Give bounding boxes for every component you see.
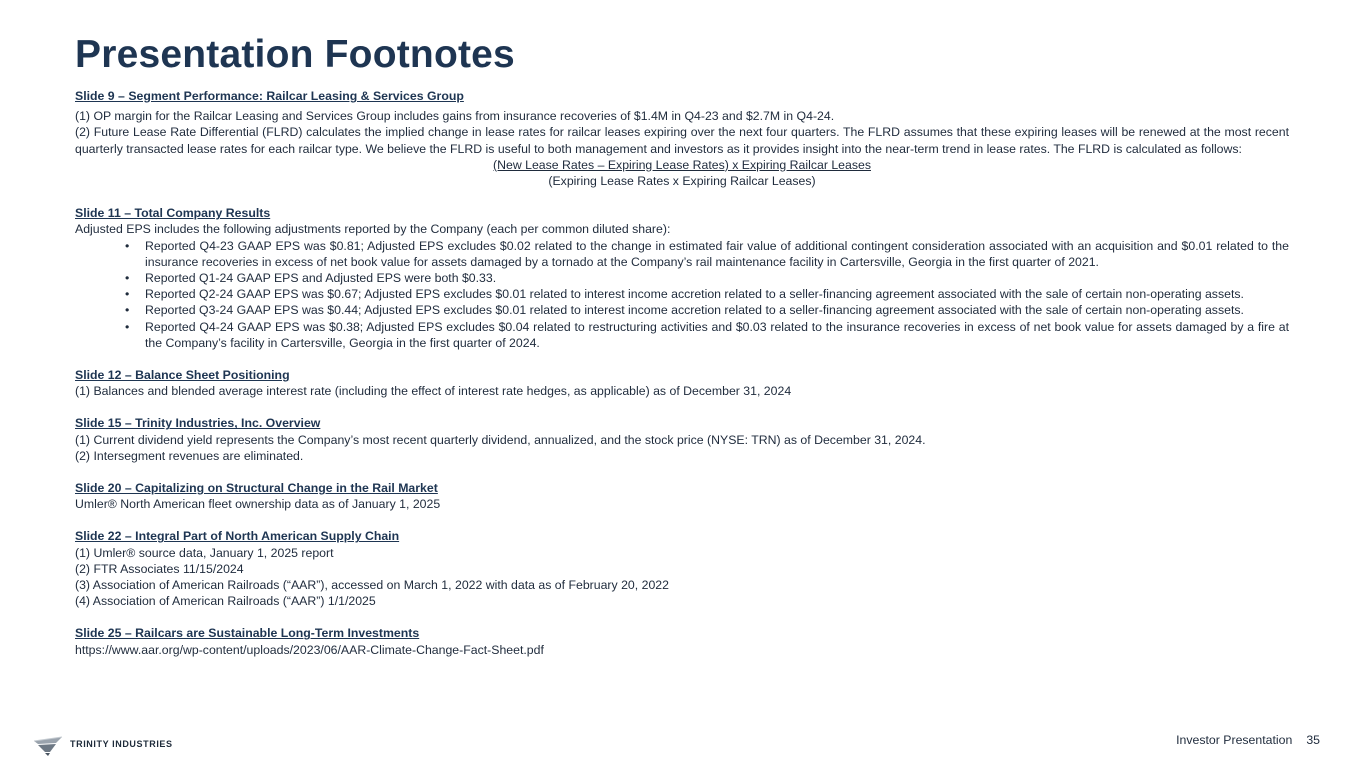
section-heading-slide-22: Slide 22 – Integral Part of North American Supply Chain [75,529,400,544]
list-item: • Reported Q3-24 GAAP EPS was $0.44; Adjusted EPS excludes $0.01 related to interest income accretion related to a seller-financing agreement associated with the sale of certain non-operating assets. [75,302,1289,318]
list-item: • Reported Q4-23 GAAP EPS was $0.81; Adjusted EPS excludes $0.02 related to the change in estimated fair value of additional contingent consideration associated with an acquisition and $0.01 related to the insurance recoveries in excess of net book value for assets damaged by a tornado at the Company’s rail maintenance facility in Cartersville, Georgia in the first quarter of 2021. [75,238,1289,270]
adjustments-list [75,238,1289,351]
section-heading-slide-20: Slide 20 – Capitalizing on Structural Change in the Rail Market [75,481,438,496]
section-heading-slide-12: Slide 12 – Balance Sheet Positioning [75,368,290,383]
trinity-logo-icon [32,732,64,756]
footnote-text: (4) Association of American Railroads (“AAR”) 1/1/2025 [75,594,376,609]
list-item: • Reported Q2-24 GAAP EPS was $0.67; Adjusted EPS excludes $0.01 related to interest income accretion related to a seller-financing agreement associated with the sale of certain non-operating assets. [75,286,1289,302]
list-item: • Reported Q1-24 GAAP EPS and Adjusted EPS were both $0.33. [75,270,1289,286]
footnote-text: (2) FTR Associates 11/15/2024 [75,561,244,576]
section-heading-slide-25: Slide 25 – Railcars are Sustainable Long-Term Investments [75,626,420,641]
source-url: https://www.aar.org/wp-content/uploads/2023/06/AAR-Climate-Change-Fact-Sheet.pdf [75,642,544,657]
section-heading-slide-15: Slide 15 – Trinity Industries, Inc. Overview [75,416,321,431]
logo-text: TRINITY INDUSTRIES [70,739,173,749]
footnote-text: (1) Current dividend yield represents the Company’s most recent quarterly dividend, annualized, and the stock price (NYSE: TRN) as of December 31, 2024. [75,432,926,447]
footnote-text: Umler® North American fleet ownership data as of January 1, 2025 [75,497,441,512]
trinity-logo [32,731,173,757]
footnote-text: Adjusted EPS includes the following adjustments reported by the Company (each per common diluted share): [75,222,671,237]
flrd-formula [75,157,1289,189]
footer-label: Investor Presentation [1176,733,1293,747]
section-heading-slide-11: Slide 11 – Total Company Results [75,206,271,221]
footnote-text: (1) Umler® source data, January 1, 2025 report [75,545,334,560]
footnote-text: (1) Balances and blended average interest rate (including the effect of interest rate hedges, as applicable) as of December 31, 2024 [75,384,792,399]
page-title: Presentation Footnotes [75,33,515,76]
footnotes-content [75,88,1289,658]
page-number: 35 [1306,733,1320,747]
formula-denominator: (Expiring Lease Rates x Expiring Railcar Leases) [548,174,816,189]
list-item: • Reported Q4-24 GAAP EPS was $0.38; Adjusted EPS excludes $0.04 related to restructuring activities and $0.03 related to the insurance recoveries in excess of net book value for assets damaged by a fire at the Company’s facility in Cartersville, Georgia in the first quarter of 2024. [75,319,1289,351]
section-heading-slide-9: Slide 9 – Segment Performance: Railcar Leasing & Services Group [75,89,464,103]
footnote-text: (1) OP margin for the Railcar Leasing and Services Group includes gains from insurance recoveries of $1.4M in Q4-23 and $2.7M in Q4-24. [75,109,835,124]
formula-numerator: (New Lease Rates – Expiring Lease Rates) x Expiring Railcar Leases [493,157,871,172]
footnote-text: (3) Association of American Railroads (“AAR”), accessed on March 1, 2022 with data as of February 20, 2022 [75,578,669,593]
footer [1176,733,1320,747]
footnote-text: (2) Intersegment revenues are eliminated. [75,448,304,463]
footnote-text: (2) Future Lease Rate Differential (FLRD) calculates the implied change in lease rates for railcar leases expiring over the next four quarters. The FLRD assumes that these expiring leases will be renewed at the most recent quarterly transacted lease rates for each railcar type. We believe the FLRD is useful to both management and investors as it provides insight into the near-term trend in lease rates. The FLRD is calculated as follows: [75,125,1289,156]
